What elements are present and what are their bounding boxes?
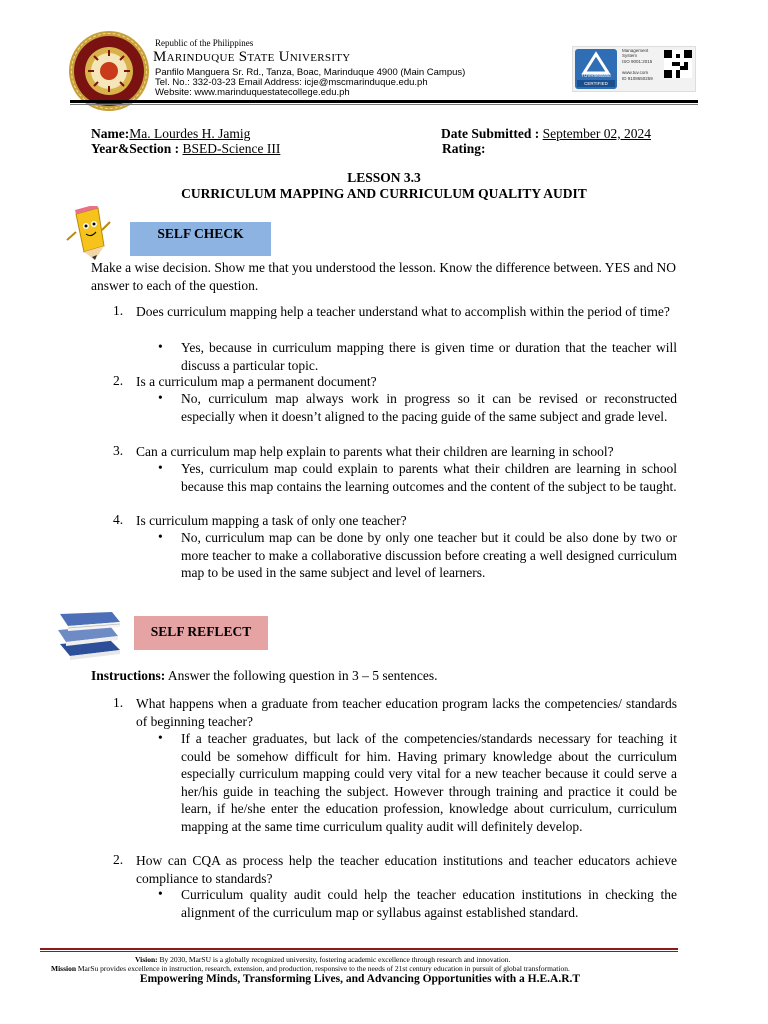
self-reflect-answer-1: If a teacher graduates, but lack of the competencies/standards necessary for teaching it could be somehow difficult for him. Having primary knowledge about the curriculum especially curriculum mapping could very vital for a new teacher because it could serve a her/his guide in teaching the subject. However through training and practice it could be learn, if he/she enter the education profession, knowledge about curriculum, curriculum mapping at the same time curriculum quality audit will definitely develop. — [181, 731, 677, 834]
rating-field: Rating: — [442, 141, 486, 156]
bullet-icon: • — [158, 339, 163, 354]
self-reflect-question-2: How can CQA as process help the teacher education institutions and teacher educators achieve compliance to standards? — [136, 853, 677, 886]
books-stack-icon — [54, 604, 126, 662]
university-name: Marinduque State University — [153, 49, 351, 65]
question-number: 3. — [113, 443, 124, 458]
self-check-question-3: Can a curriculum map help explain to parents what their children are learning in school? — [136, 444, 614, 459]
mission-statement: Mission MarSu provides excellence in instruction, research, extension, and production, responsive to the needs of 21st century education in pursuit of global transformation. — [51, 964, 570, 973]
iso-certification-badge — [572, 46, 696, 92]
campus-address: Panfilo Manguera Sr. Rd., Tanza, Boac, Marinduque 4900 (Main Campus) — [155, 67, 466, 78]
bullet-icon: • — [158, 460, 163, 475]
self-check-badge: SELF CHECK — [130, 222, 271, 256]
self-check-intro: Make a wise decision. Show me that you understood the lesson. Know the difference between. YES and NO answer to each of the question. — [91, 260, 676, 293]
self-check-answer-1: Yes, because in curriculum mapping there is given time or duration that the teacher will discuss a particular topic. — [181, 340, 677, 373]
self-check-answer-2: No, curriculum map always work in progress so it can be revised or reconstructed especially when it doesn’t aligned to the pacing guide of the same subject and grade level. — [181, 391, 677, 424]
question-number: 2. — [113, 373, 124, 388]
date-submitted-field: Date Submitted : September 02, 2024 — [441, 126, 651, 141]
footer-rule — [40, 948, 678, 950]
instructions: Instructions: Answer the following question in 3 – 5 sentences. — [91, 668, 438, 683]
bullet-icon: • — [158, 390, 163, 405]
self-reflect-question-1: What happens when a graduate from teacher education program lacks the competencies/ standards of beginning teacher? — [136, 696, 677, 729]
self-check-question-1: Does curriculum mapping help a teacher understand what to accomplish within the period of time? — [136, 304, 670, 319]
self-check-answer-3: Yes, curriculum map could explain to parents what their children are learning in school because this map contains the learning outcomes and the content of the subject to be taught. — [181, 461, 677, 494]
self-check-question-4: Is curriculum mapping a task of only one teacher? — [136, 513, 407, 528]
question-number: 4. — [113, 512, 124, 527]
name-field: Name:Ma. Lourdes H. Jamig — [91, 126, 251, 141]
year-section-field: Year&Section : BSED-Science III — [91, 141, 281, 156]
header-rule-thin — [70, 104, 698, 105]
cert-text: Management System ISO 9001:2015 www.tuv.com ID 9108650259 — [622, 48, 653, 81]
self-check-question-2: Is a curriculum map a permanent document? — [136, 374, 377, 389]
self-check-answer-4: No, curriculum map can be done by only one teacher but it could be also done by two or more teacher to make a collaborative discussion before creating a well designed curriculum map to be used in the same subject and level of learners. — [181, 530, 677, 580]
self-reflect-badge: SELF REFLECT — [134, 616, 268, 650]
header-rule — [70, 100, 698, 103]
self-reflect-answer-2: Curriculum quality audit could help the teacher education institutions in checking the alignment of the curriculum map or syllabus against established standard. — [181, 887, 677, 920]
vision-statement: Vision: By 2030, MarSU is a globally recognized university, fostering academic excellence through research and innovation. — [135, 955, 511, 964]
website-line: Website: www.marinduquestatecollege.edu.ph — [155, 87, 350, 98]
contact-line: Tel. No.: 332-03-23 Email Address: icje@mscmarinduque.edu.ph — [155, 77, 428, 88]
lesson-number: LESSON 3.3 — [347, 170, 421, 185]
question-number: 1. — [113, 695, 124, 710]
bullet-icon: • — [158, 529, 163, 544]
qr-code-icon — [664, 50, 692, 78]
bullet-icon: • — [158, 730, 163, 745]
question-number: 2. — [113, 852, 124, 867]
question-number: 1. — [113, 303, 124, 318]
republic-line: Republic of the Philippines — [155, 38, 254, 48]
footer-rule-thin — [40, 951, 678, 952]
tuv-logo-icon: TÜVRheinland CERTIFIED — [575, 49, 617, 89]
university-motto: Empowering Minds, Transforming Lives, and Advancing Opportunities with a H.E.A.R.T — [139, 973, 581, 985]
pencil-mascot-icon — [64, 206, 114, 262]
lesson-title: CURRICULUM MAPPING AND CURRICULUM QUALITY AUDIT — [181, 186, 587, 201]
bullet-icon: • — [158, 886, 163, 901]
